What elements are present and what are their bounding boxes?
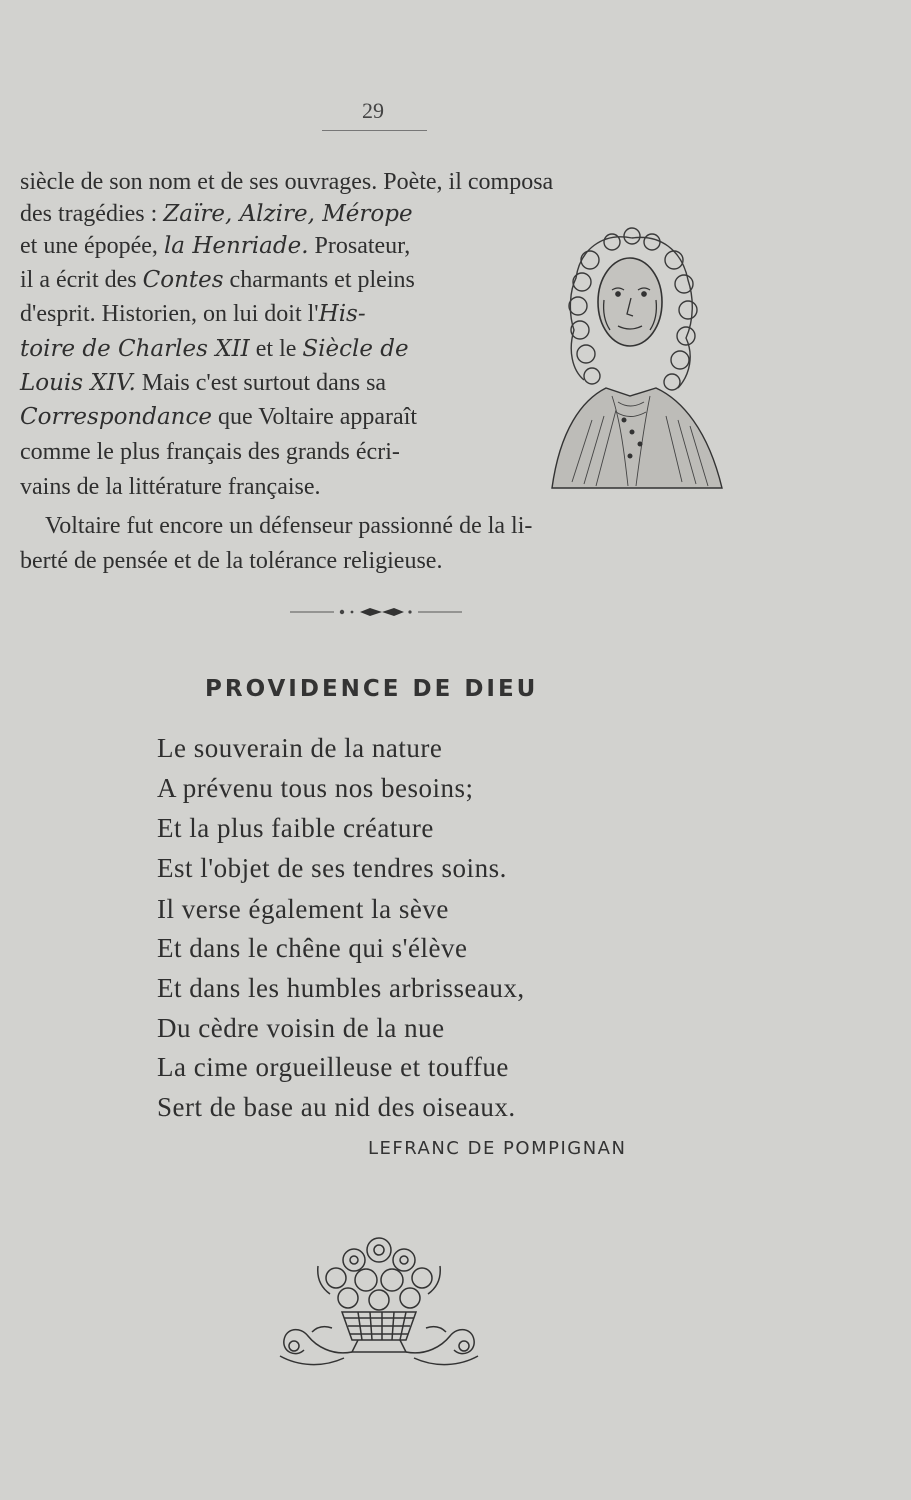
poem-verse: La cime orgueilleuse et touffue	[157, 1052, 509, 1082]
prose-line-1: siècle de son nom et de ses ouvrages. Poète, il composa	[20, 169, 554, 195]
page-number: 29	[362, 98, 384, 123]
prose-line-7: Louis XIV. Mais c'est surtout dans sa	[20, 370, 387, 396]
italic-title: Contes	[142, 267, 224, 293]
prose-line-6: toire de Charles XII et le Siècle de	[20, 336, 409, 362]
prose-line-5: d'esprit. Historien, on lui doit l'His-	[20, 301, 366, 327]
prose-line-11: Voltaire fut encore un défenseur passionné de la li-	[45, 513, 533, 539]
voltaire-portrait	[532, 220, 732, 490]
italic-title: Siècle de	[302, 336, 409, 362]
poem-verse: Sert de base au nid des oiseaux.	[157, 1092, 516, 1122]
prose-line-4: il a écrit des Contes charmants et pleins	[20, 267, 415, 293]
prose-line-2: des tragédies : Zaïre, Alzire, Mérope	[20, 201, 413, 227]
page-number-rule	[322, 130, 427, 131]
poem-verse: A prévenu tous nos besoins;	[157, 773, 474, 803]
prose-line-10: vains de la littérature française.	[20, 474, 321, 500]
prose-line-9: comme le plus français des grands écri-	[20, 439, 400, 465]
italic-title: la Henriade.	[163, 233, 309, 259]
italic-title: Louis XIV.	[20, 370, 136, 396]
ornament-rule-icon	[290, 603, 462, 621]
prose-line-8: Correspondance que Voltaire apparaît	[20, 404, 418, 430]
flower-basket-vignette-icon	[272, 1228, 487, 1388]
poem-verse: Le souverain de la nature	[157, 733, 443, 763]
poem-verse: Du cèdre voisin de la nue	[157, 1013, 445, 1043]
italic-title: His-	[318, 301, 366, 327]
poem-title: PROVIDENCE DE DIEU	[205, 676, 539, 702]
poem-author: LEFRANC DE POMPIGNAN	[368, 1138, 627, 1159]
prose-line-12: berté de pensée et de la tolérance religieuse.	[20, 548, 443, 574]
poem-verse: Et la plus faible créature	[157, 813, 434, 843]
poem-verse: Et dans les humbles arbrisseaux,	[157, 973, 525, 1003]
poem-verse: Il verse également la sève	[157, 894, 449, 924]
prose-line-3: et une épopée, la Henriade. Prosateur,	[20, 233, 411, 259]
italic-title: Correspondance	[20, 404, 212, 430]
poem-verse: Est l'objet de ses tendres soins.	[157, 853, 507, 883]
italic-title: Zaïre, Alzire, Mérope	[163, 201, 413, 227]
poem-verse: Et dans le chêne qui s'élève	[157, 933, 468, 963]
italic-title: toire de Charles XII	[20, 336, 250, 362]
